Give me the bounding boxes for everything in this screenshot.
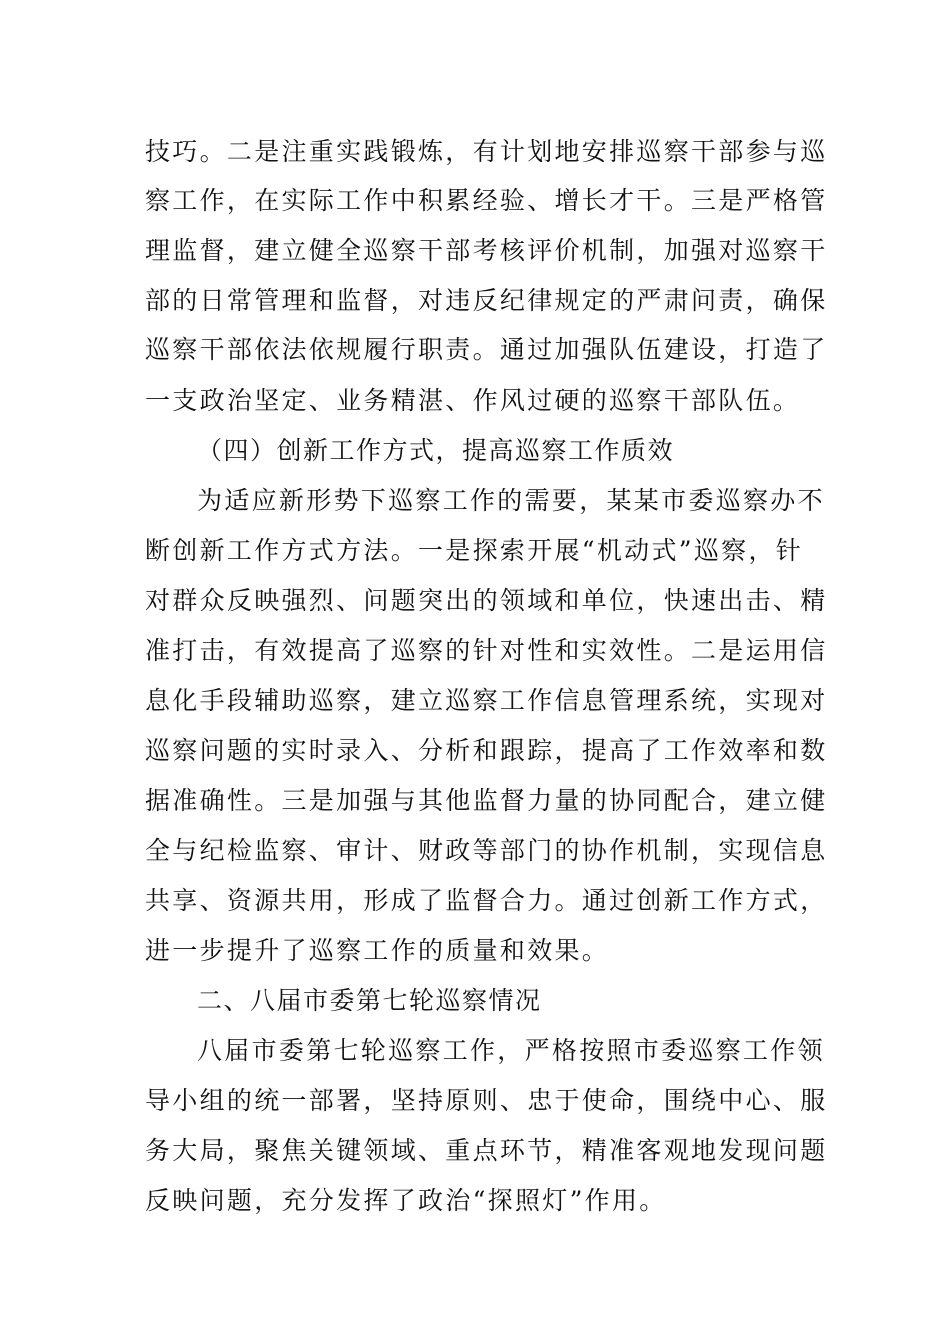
- paragraph-line: 部的日常管理和监督，对违反纪律规定的严肃问责，确保: [145, 286, 828, 315]
- paragraph-line: 巡察问题的实时录入、分析和跟踪，提高了工作效率和数: [145, 736, 828, 765]
- paragraph-line: 全与纪检监察、审计、财政等部门的协作机制，实现信息: [145, 836, 828, 865]
- paragraph-line: 息化手段辅助巡察，建立巡察工作信息管理系统，实现对: [145, 686, 828, 715]
- paragraph-line: 一支政治坚定、业务精湛、作风过硬的巡察干部队伍。: [145, 386, 801, 415]
- paragraph-line: 反映问题，充分发挥了政治“探照灯”作用。: [145, 1186, 667, 1215]
- section-heading: 二、八届市委第七轮巡察情况: [197, 986, 542, 1015]
- paragraph-line: 导小组的统一部署，坚持原则、忠于使命，围绕中心、服: [145, 1086, 828, 1115]
- paragraph-line: 八届市委第七轮巡察工作，严格按照市委巡察工作领: [197, 1036, 825, 1065]
- paragraph-line: 察工作，在实际工作中积累经验、增长才干。三是严格管: [145, 186, 828, 215]
- paragraph-line: 进一步提升了巡察工作的质量和效果。: [145, 936, 610, 965]
- paragraph-line: 巡察干部依法依规履行职责。通过加强队伍建设，打造了: [145, 335, 828, 364]
- paragraph-line: 理监督，建立健全巡察干部考核评价机制，加强对巡察干: [145, 236, 828, 265]
- paragraph-line: 技巧。二是注重实践锻炼，有计划地安排巡察干部参与巡: [145, 137, 828, 166]
- paragraph-line: 准打击，有效提高了巡察的针对性和实效性。二是运用信: [145, 636, 828, 665]
- paragraph-line: 据准确性。三是加强与其他监督力量的协同配合，建立健: [145, 786, 828, 815]
- paragraph-line: 对群众反映强烈、问题突出的领域和单位，快速出击、精: [145, 586, 828, 615]
- paragraph-line: 断创新工作方式方法。一是探索开展“机动式”巡察，针: [145, 536, 804, 565]
- paragraph-line: 为适应新形势下巡察工作的需要，某某市委巡察办不: [197, 486, 825, 515]
- paragraph-line: 共享、资源共用，形成了监督合力。通过创新工作方式，: [145, 886, 828, 915]
- paragraph-line: 务大局，聚焦关键领域、重点环节，精准客观地发现问题: [145, 1136, 828, 1165]
- subsection-heading: （四）创新工作方式，提高巡察工作质效: [197, 436, 675, 465]
